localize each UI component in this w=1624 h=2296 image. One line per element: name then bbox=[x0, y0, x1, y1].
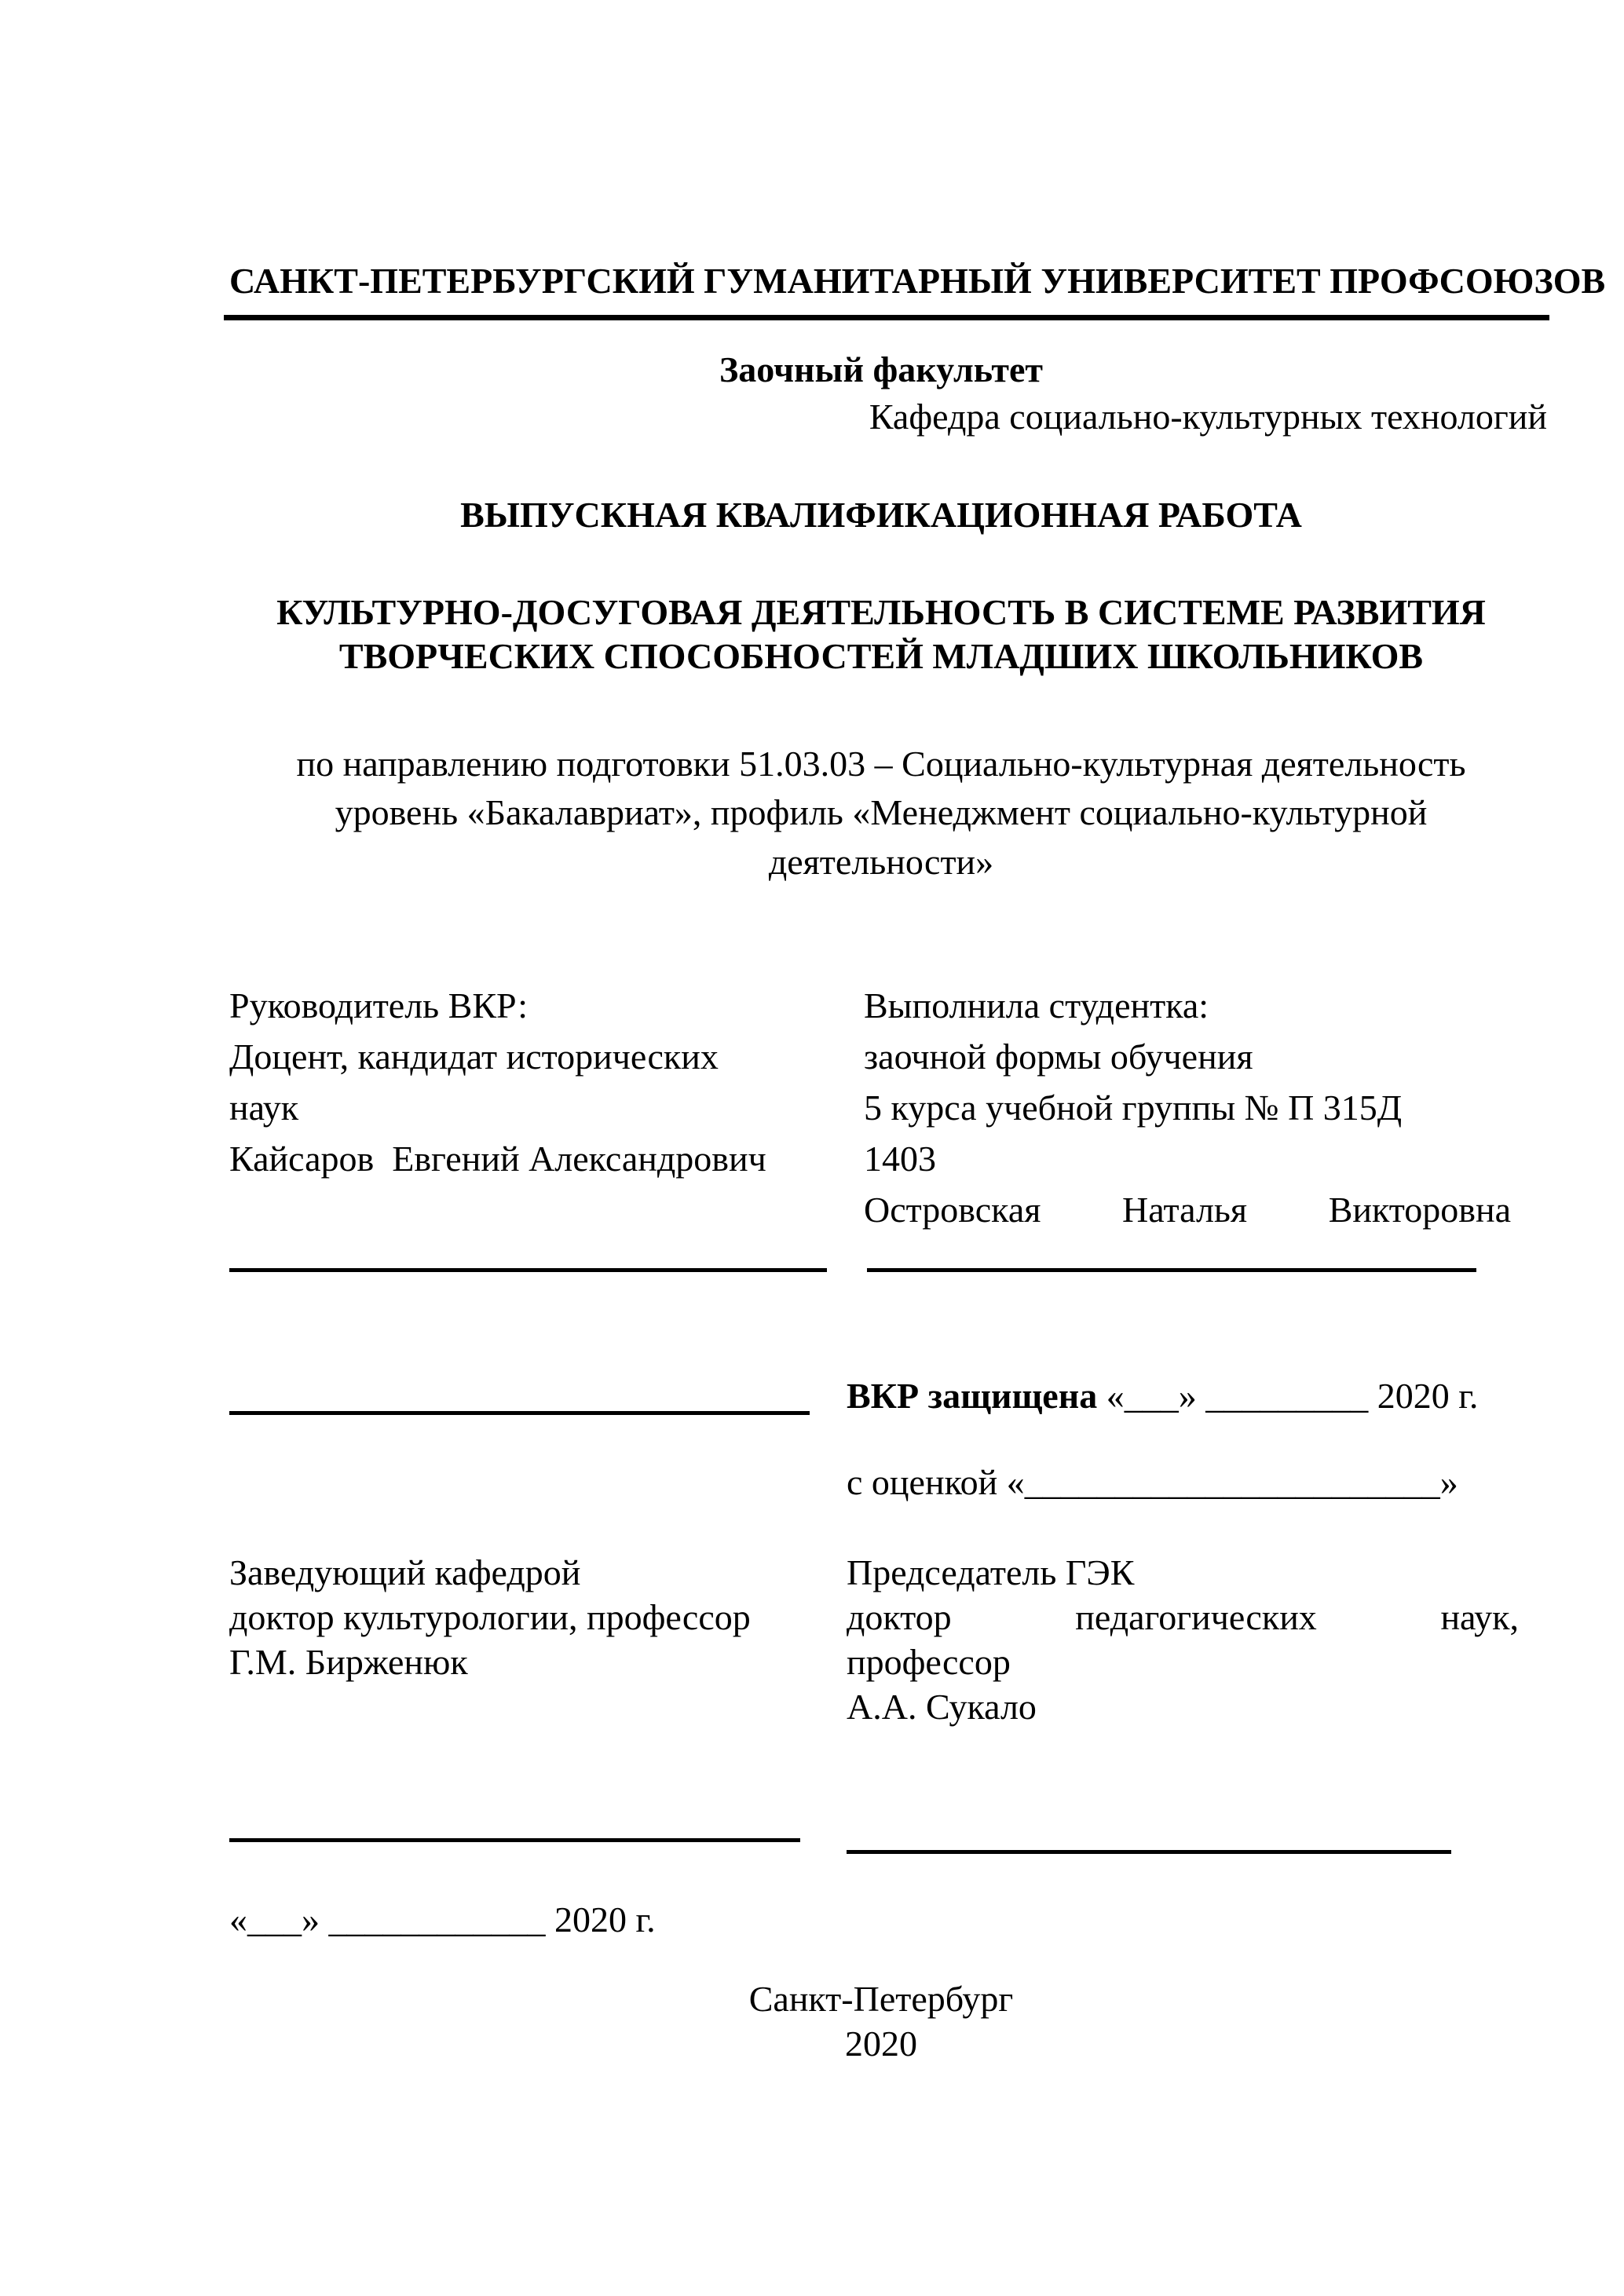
program-level-line2: деятельности» bbox=[768, 842, 994, 882]
student-label: Выполнила студентка: bbox=[864, 985, 1209, 1026]
gek-chair-name: А.А. Сукало bbox=[847, 1687, 1037, 1727]
footer-date-blank: «___» ____________ 2020 г. bbox=[229, 1899, 656, 1940]
work-type-heading: ВЫПУСКНАЯ КВАЛИФИКАЦИОННАЯ РАБОТА bbox=[460, 495, 1302, 535]
header-rule bbox=[224, 315, 1549, 320]
supervisor-signature-line bbox=[229, 1268, 827, 1272]
supervisor-name: Кайсаров Евгений Александрович bbox=[229, 1139, 766, 1179]
thesis-title-line2: ТВОРЧЕСКИХ СПОСОБНОСТЕЙ МЛАДШИХ ШКОЛЬНИКОВ bbox=[338, 636, 1424, 676]
gek-chair-label: Председатель ГЭК bbox=[847, 1552, 1135, 1592]
supervisor-label: Руководитель ВКР: bbox=[229, 985, 529, 1026]
university-name: САНКТ-ПЕТЕРБУРГСКИЙ ГУМАНИТАРНЫЙ УНИВЕРСИТЕТ ПРОФСОЮЗОВ bbox=[229, 261, 1606, 301]
head-signature-line bbox=[229, 1838, 800, 1842]
gek-chair-degree2: профессор bbox=[847, 1642, 1011, 1682]
student-group-number: 1403 bbox=[864, 1139, 936, 1179]
head-of-department-label: Заведующий кафедрой bbox=[229, 1552, 581, 1592]
program-direction-line: по направлению подготовки 51.03.03 – Социально-культурная деятельность bbox=[296, 744, 1466, 784]
student-group-line: 5 курса учебной группы № П 315Д bbox=[864, 1088, 1403, 1128]
supervisor-degree-line2: наук bbox=[229, 1088, 299, 1128]
defense-date-blank: «___» _________ 2020 г. bbox=[1097, 1376, 1479, 1416]
footer-city: Санкт-Петербург bbox=[748, 1979, 1014, 2019]
department-name: Кафедра социально-культурных технологий bbox=[869, 397, 1547, 437]
head-of-department-name: Г.М. Бирженюк bbox=[229, 1642, 468, 1682]
gek-chair-degree: доктор педагогических наук, bbox=[847, 1597, 1519, 1637]
defense-label: ВКР защищена bbox=[847, 1376, 1098, 1416]
student-form-line: заочной формы обучения bbox=[864, 1036, 1253, 1077]
supervisor-degree-line1: Доцент, кандидат исторических bbox=[229, 1036, 719, 1077]
thesis-title-line1: КУЛЬТУРНО-ДОСУГОВАЯ ДЕЯТЕЛЬНОСТЬ В СИСТЕМЕ РАЗВИТИЯ bbox=[276, 592, 1486, 632]
footer-year: 2020 bbox=[845, 2024, 917, 2064]
chair-signature-line bbox=[847, 1850, 1451, 1854]
program-level-line: уровень «Бакалавриат», профиль «Менеджмент социально-культурной bbox=[335, 792, 1428, 832]
grade-blank-line: с оценкой «_______________________» bbox=[847, 1462, 1458, 1502]
defense-date-line bbox=[847, 1378, 1478, 1414]
supervisor-signature-line-2 bbox=[229, 1411, 810, 1415]
head-of-department-degree: доктор культурологии, профессор bbox=[229, 1597, 751, 1637]
student-signature-line bbox=[867, 1268, 1476, 1272]
faculty-name: Заочный факультет bbox=[719, 349, 1043, 389]
student-name: Островская Наталья Викторовна bbox=[864, 1190, 1511, 1230]
